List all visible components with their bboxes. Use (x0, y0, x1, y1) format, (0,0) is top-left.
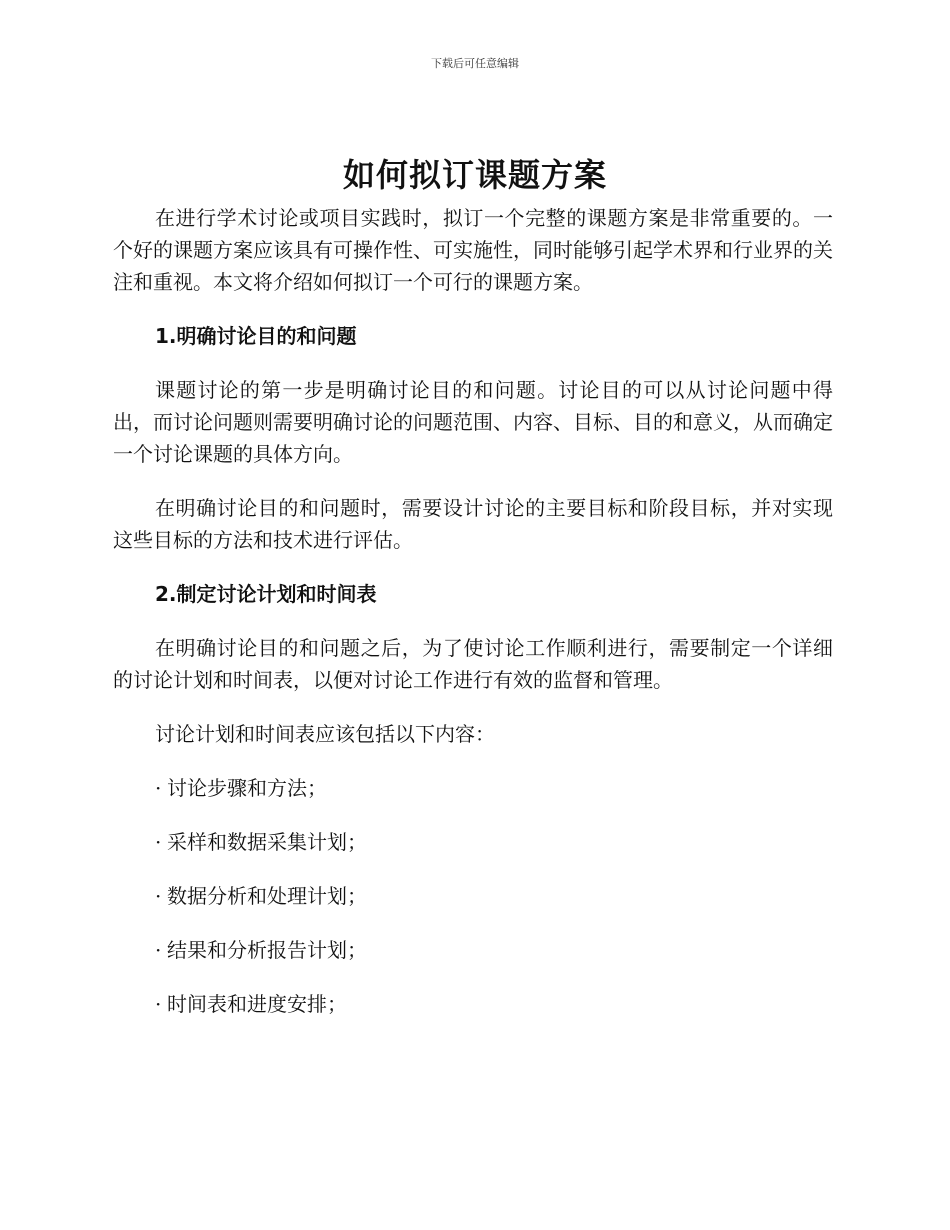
document-body (113, 202, 833, 1042)
list-item-text: 数据分析和处理计划； (167, 884, 367, 908)
list-item (113, 826, 833, 858)
list-item (113, 988, 833, 1020)
section-1-paragraph-1: 课题讨论的第一步是明确讨论目的和问题。讨论目的可以从讨论问题中得出，而讨论问题则需要明确讨论的问题范围、内容、目标、目的和意义，从而确定一个讨论课题的具体方向。 (113, 378, 833, 466)
section-2-heading: 2.制定讨论计划和时间表 (155, 582, 377, 606)
list-item (113, 934, 833, 966)
list-item-text: 结果和分析报告计划； (167, 938, 367, 962)
bullet-icon: · (155, 938, 162, 962)
bullet-icon: · (155, 776, 162, 800)
list-item-text: 时间表和进度安排； (167, 992, 347, 1016)
bullet-icon: · (155, 830, 162, 854)
list-item (113, 880, 833, 912)
section-2-paragraph-2: 讨论计划和时间表应该包括以下内容： (155, 722, 495, 746)
section-1-paragraph-2: 在明确讨论目的和问题时，需要设计讨论的主要目标和阶段目标，并对实现这些目标的方法和技术进行评估。 (113, 496, 833, 552)
list-item-text: 讨论步骤和方法； (167, 776, 327, 800)
section-1-heading: 1.明确讨论目的和问题 (155, 324, 357, 348)
list-item-text: 采样和数据采集计划； (167, 830, 367, 854)
header-note: 下载后可任意编辑 (431, 57, 519, 70)
bullet-icon: · (155, 992, 162, 1016)
document-title: 如何拟订课题方案 (342, 156, 607, 194)
list-item (113, 772, 833, 804)
section-2-paragraph-1: 在明确讨论目的和问题之后，为了使讨论工作顺利进行，需要制定一个详细的讨论计划和时间表，以便对讨论工作进行有效的监督和管理。 (113, 636, 833, 692)
bullet-icon: · (155, 884, 162, 908)
intro-paragraph: 在进行学术讨论或项目实践时，拟订一个完整的课题方案是非常重要的。一个好的课题方案应该具有可操作性、可实施性，同时能够引起学术界和行业界的关注和重视。本文将介绍如何拟订一个可行的课题方案。 (113, 206, 833, 294)
